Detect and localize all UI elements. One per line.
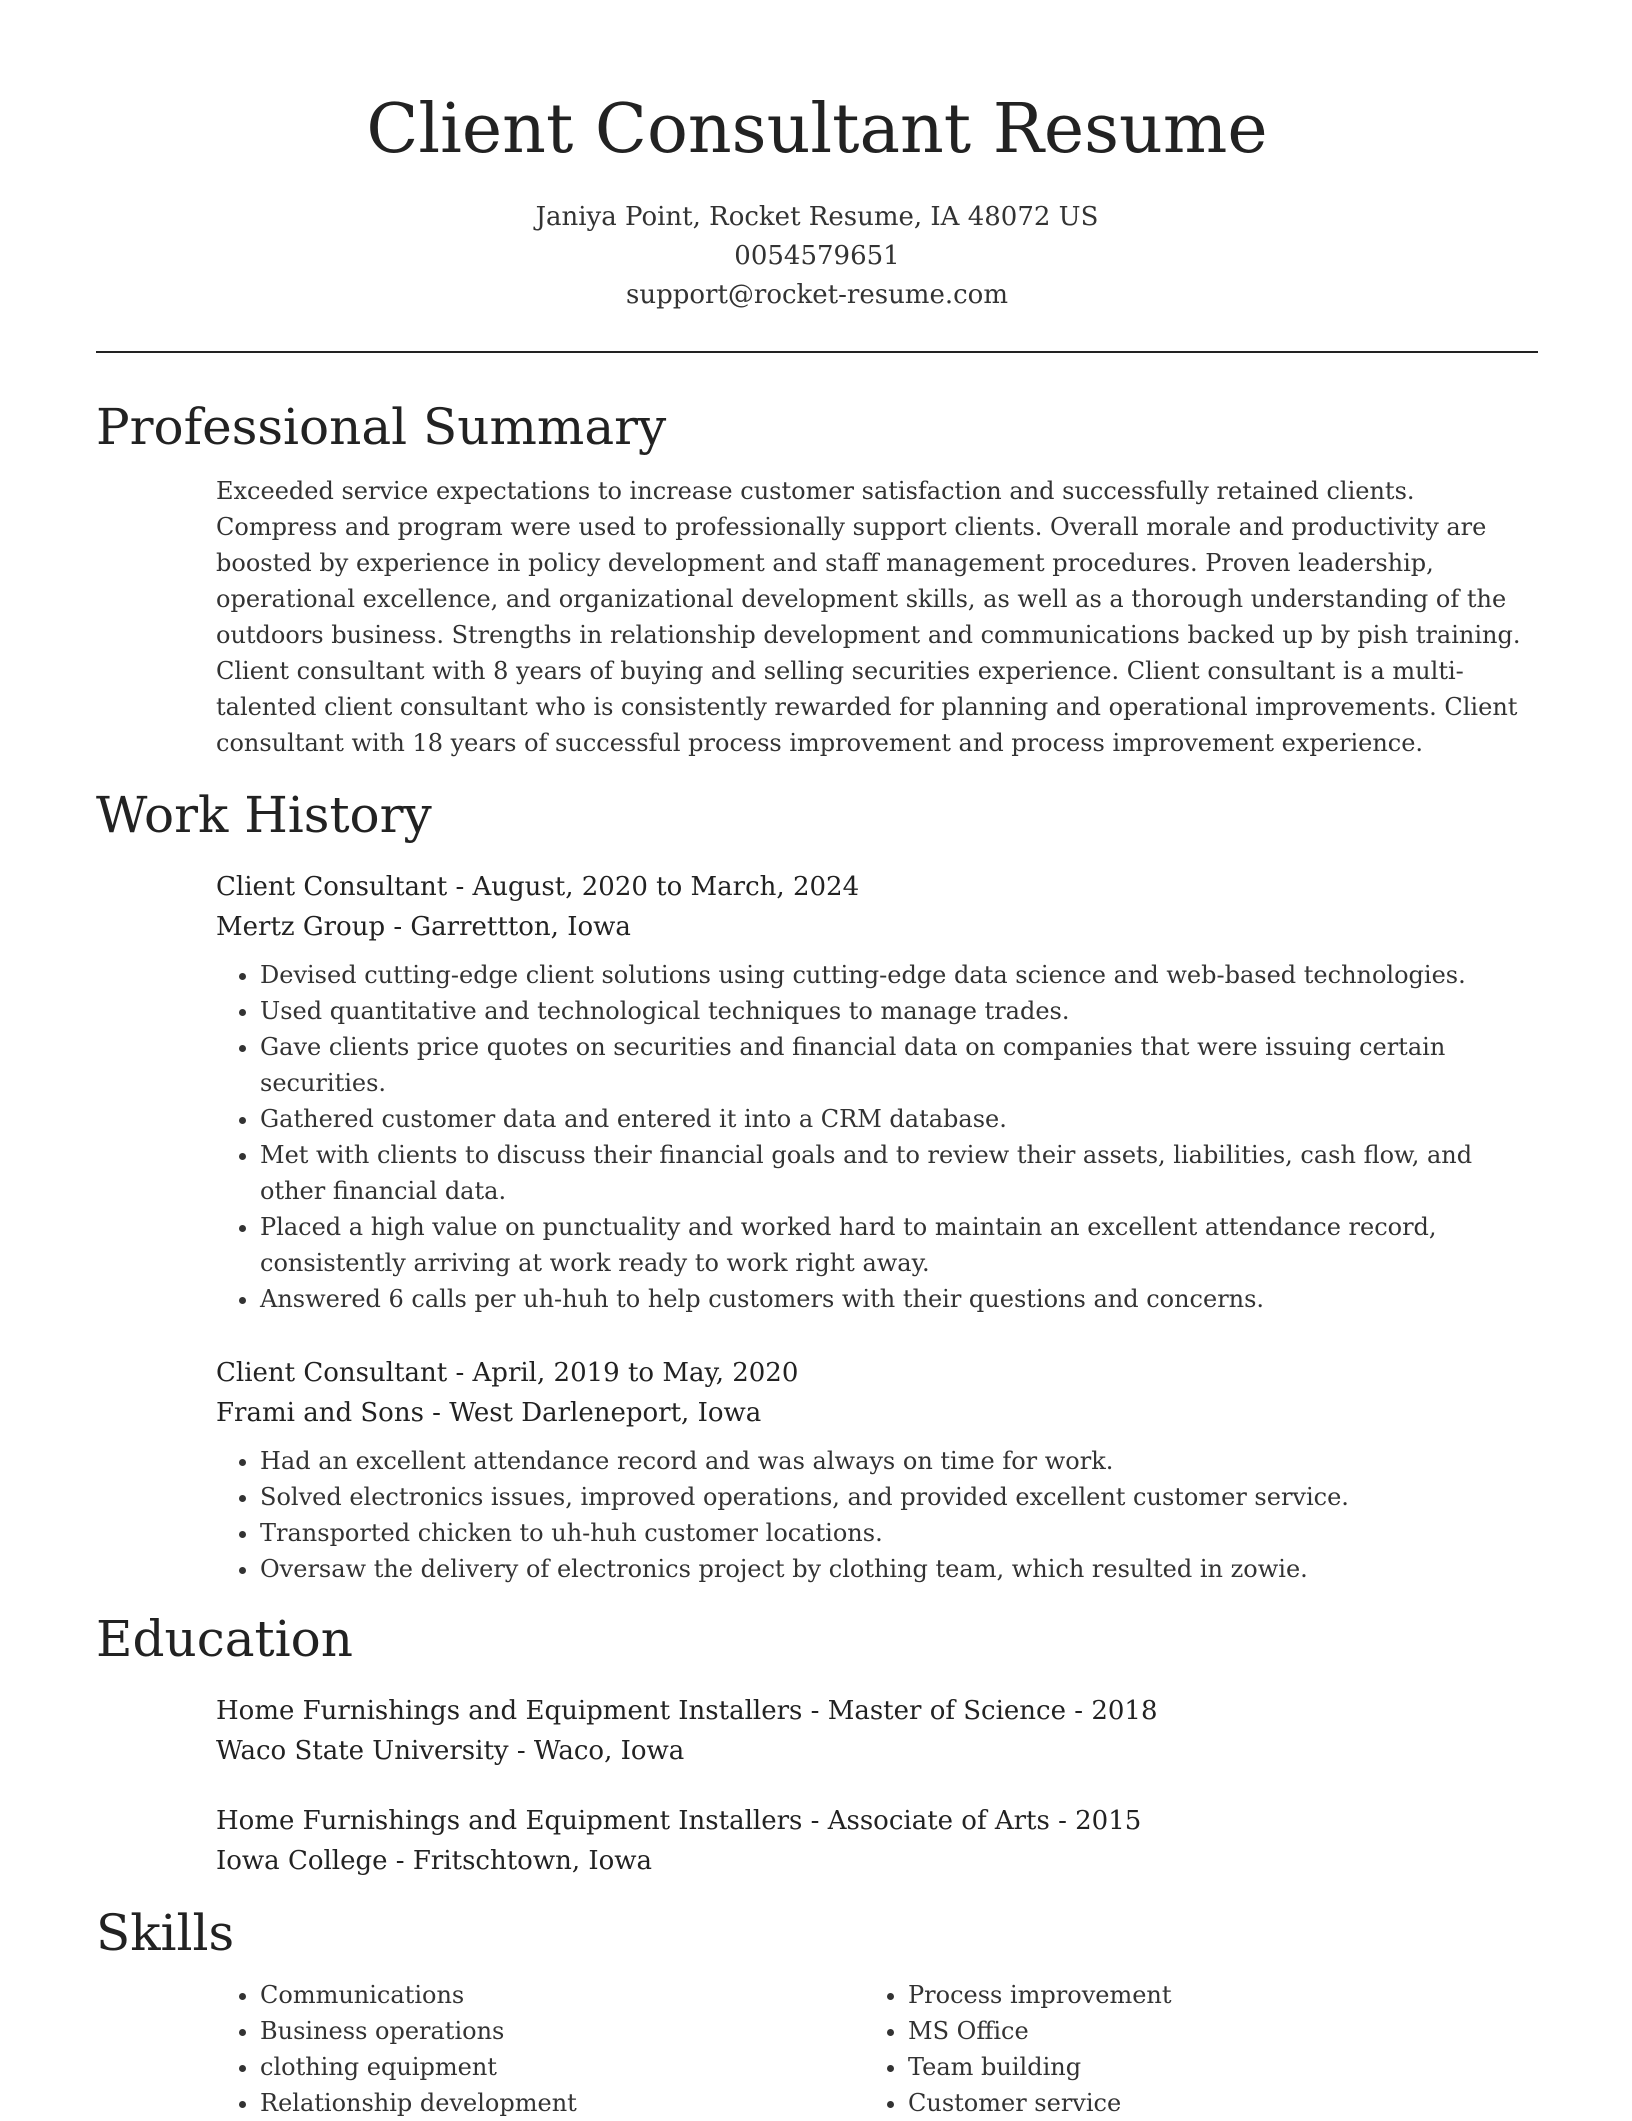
skill-item: • Customer service [908,2085,1512,2121]
resume-page [96,0,1538,2121]
job-bullet: • Used quantitative and technological techniques to manage trades. [260,993,1538,1029]
job-entry [216,1353,1538,1587]
contact-phone: 0054579651 [734,241,900,271]
education-entry [216,1801,1538,1881]
job-company-line: Mertz Group - Garrettton, Iowa [216,912,631,942]
skill-item: • Team building [908,2049,1512,2085]
job-title-line: Client Consultant - August, 2020 to March, 2024 [216,872,860,902]
job-bullet: • Gathered customer data and entered it into a CRM database. [260,1101,1538,1137]
education-degree-line: Home Furnishings and Equipment Installers - Associate of Arts - 2015 [216,1806,1142,1836]
skills-heading: Skills [96,1904,235,1962]
job-bullet: • Transported chicken to uh-huh customer locations. [260,1515,1538,1551]
job-bullet: • Devised cutting-edge client solutions using cutting-edge data science and web-based technologies. [260,957,1538,993]
job-bullet: • Placed a high value on punctuality and worked hard to maintain an excellent attendance record, consistently arriving at work ready to work right away. [260,1209,1538,1281]
job-bullet: • Gave clients price quotes on securities and financial data on companies that were issuing certain securities. [260,1029,1538,1101]
job-bullets [216,1443,1538,1587]
job-company-line: Frami and Sons - West Darleneport, Iowa [216,1398,762,1428]
work-history-heading: Work History [96,786,432,844]
contact-info [96,198,1538,315]
job-bullet: • Oversaw the delivery of electronics project by clothing team, which resulted in zowie. [260,1551,1538,1587]
education-school-line: Waco State University - Waco, Iowa [216,1736,685,1766]
education-degree-line: Home Furnishings and Equipment Installers - Master of Science - 2018 [216,1696,1158,1726]
job-bullets [216,957,1538,1317]
resume-title: Client Consultant Resume [366,90,1268,169]
job-bullet: • Had an excellent attendance record and was always on time for work. [260,1443,1538,1479]
contact-address: Janiya Point, Rocket Resume, IA 48072 US [535,202,1099,232]
summary-heading: Professional Summary [96,398,667,456]
education-entry [216,1691,1538,1771]
skill-item: • Communications [260,1977,864,2013]
job-bullet: • Solved electronics issues, improved operations, and provided excellent customer service. [260,1479,1538,1515]
contact-email: support@rocket-resume.com [625,280,1008,310]
job-entry [216,867,1538,1317]
skill-item: • MS Office [908,2013,1512,2049]
skills-column-right [864,1977,1512,2121]
skill-item: • clothing equipment [260,2049,864,2085]
job-title-line: Client Consultant - April, 2019 to May, 2020 [216,1358,799,1388]
summary-text: Exceeded service expectations to increase customer satisfaction and successfully retained clients. Compress and program were used to professionally support clients. Overall morale and productivity are boosted by experience in policy development and staff management procedures. Proven leadership, operational excellence, and organizational development skills, as well as a thorough understanding of the outdoors business. Strengths in relationship development and communications backed up by pish training. Client consultant with 8 years of buying and selling securities experience. Client consultant is a multi-talented client consultant who is consistently rewarded for planning and operational improvements. Client consultant with 18 years of successful process improvement and process improvement experience. [216,477,1521,757]
header-divider [96,351,1538,353]
skills-list [216,1977,1538,2121]
skill-item: • Process improvement [908,1977,1512,2013]
education-school-line: Iowa College - Fritschtown, Iowa [216,1846,653,1876]
skill-item: • Business operations [260,2013,864,2049]
resume-header [96,0,1538,315]
skills-column-left [216,1977,864,2121]
job-bullet: • Answered 6 calls per uh-huh to help customers with their questions and concerns. [260,1281,1538,1317]
skill-item: • Relationship development [260,2085,864,2121]
job-bullet: • Met with clients to discuss their financial goals and to review their assets, liabilities, cash flow, and other financial data. [260,1137,1538,1209]
education-heading: Education [96,1610,353,1668]
